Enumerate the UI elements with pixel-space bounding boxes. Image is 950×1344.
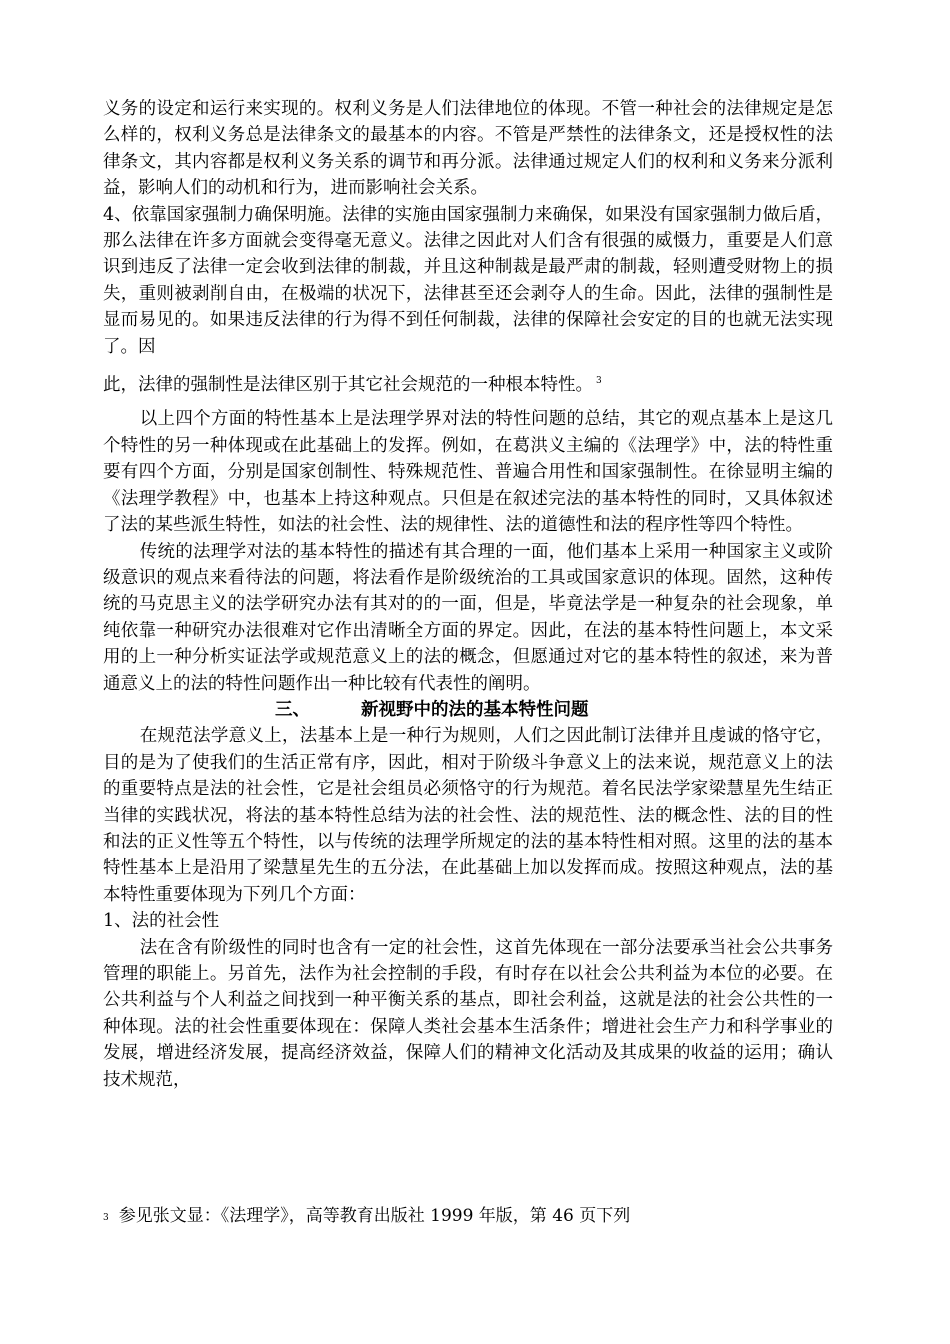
paragraph-coercion-conclusion-text: 此，法律的强制性是法律区别于其它社会规范的一种根本特性。 bbox=[103, 375, 593, 396]
main-text bbox=[103, 96, 833, 1093]
section-heading-title: 新视野中的法的基本特性问题 bbox=[361, 699, 589, 720]
paragraph-social-nature: 法在含有阶级性的同时也含有一定的社会性，这首先体现在一部分法要承当社会公共事务管理的职能上。另首先，法作为社会控制的手段，有时存在以社会公共利益为本位的必要。在公共利益与个人利益之间找到一种平衡关系的基点，即社会利益，这就是法的社会公共性的一种体现。法的社会性重要体现在：保障人类社会基本生活条件；增进社会生产力和科学事业的发展，增进经济发展，提高经济效益，保障人们的精神文化活动及其成果的收益的运用；确认技术规范， bbox=[103, 937, 833, 1090]
footnote-text: 参见张文显：《法理学》，高等教育出版社 1999 年版，第 46 页下列 bbox=[118, 1206, 631, 1226]
paragraph-summary: 以上四个方面的特性基本上是法理学界对法的特性问题的总结，其它的观点基本上是这几个特性的另一种体现或在此基础上的发挥。例如，在葛洪义主编的《法理学》中，法的特性重要有四个方面，分别是国家创制性、特殊规范性、普遍合用性和国家强制性。在徐显明主编的《法理学教程》中，也基本上持这种观点。只但是在叙述完法的基本特性的同时，又具体叙述了法的某些派生特性，如法的社会性、法的规律性、法的道德性和法的程序性等四个特性。 bbox=[103, 409, 833, 536]
paragraph-normative-law: 在规范法学意义上，法基本上是一种行为规则，人们之因此制订法律并且虔诚的恪守它，目的是为了使我们的生活正常有序，因此，相对于阶级斗争意义上的法来说，规范意义上的法的重要特点是法的社会性，它是社会组员必须恪守的行为规范。着名民法学家梁慧星先生结正当律的实践状况，将法的基本特性总结为法的社会性、法的规范性、法的概念性、法的目的性和法的正义性等五个特性，以与传统的法理学所规定的法的基本特性相对照。这里的法的基本特性基本上是沿用了梁慧星先生的五分法，在此基础上加以发挥而成。按照这种观点，法的基本特性重要体现为下列几个方面： bbox=[103, 726, 833, 905]
subheading-social-nature: 1、法的社会性 bbox=[103, 911, 220, 932]
footnote-mark: 3 bbox=[103, 1213, 109, 1223]
paragraph-rights-obligations: 义务的设定和运行来实现的。权利义务是人们法律地位的体现。不管一种社会的法律规定是怎么样的，权利义务总是法律条文的最基本的内容。不管是严禁性的法律条文，还是授权性的法律条文，其内容都是权利义务关系的调节和再分派。法律通过规定人们的权利和义务来分派利益，影响人们的动机和行为，进而影响社会关系。 bbox=[103, 99, 833, 199]
section-heading bbox=[103, 697, 833, 723]
footnote bbox=[103, 1204, 630, 1228]
footnote-reference: 3 bbox=[596, 376, 602, 387]
section-heading-number: 三、 bbox=[275, 699, 310, 720]
paragraph-coercion-conclusion bbox=[103, 372, 833, 398]
paragraph-state-coercion: 4、依靠国家强制力确保明施。法律的实施由国家强制力来确保，如果没有国家强制力做后盾，那么法律在许多方面就会变得毫无意义。法律之因此对人们含有很强的威慑力，重要是人们意识到违反了法律一定会收到法律的制裁，并且这种制裁是最严肃的制裁，轻则遭受财物上的损失，重则被剥削自由，在极端的状况下，法律甚至还会剥夺人的生命。因此，法律的强制性是显而易见的。如果违反法律的行为得不到任何制裁，法律的保障社会安定的目的也就无法实现了。因 bbox=[103, 204, 833, 357]
paragraph-traditional-view: 传统的法理学对法的基本特性的描述有其合理的一面，他们基本上采用一种国家主义或阶级意识的观点来看待法的问题，将法看作是阶级统治的工具或国家意识的体现。固然，这种传统的马克思主义的法学研究办法有其对的的一面，但是，毕竟法学是一种复杂的社会现象，单纯依靠一种研究办法很难对它作出清晰全方面的界定。因此，在法的基本特性问题上，本文采用的上一种分析实证法学或规范意义上的法的概念，但愿通过对它的基本特性的叙述，来为普通意义上的法的特性问题作出一种比较有代表性的阐明。 bbox=[103, 541, 833, 694]
